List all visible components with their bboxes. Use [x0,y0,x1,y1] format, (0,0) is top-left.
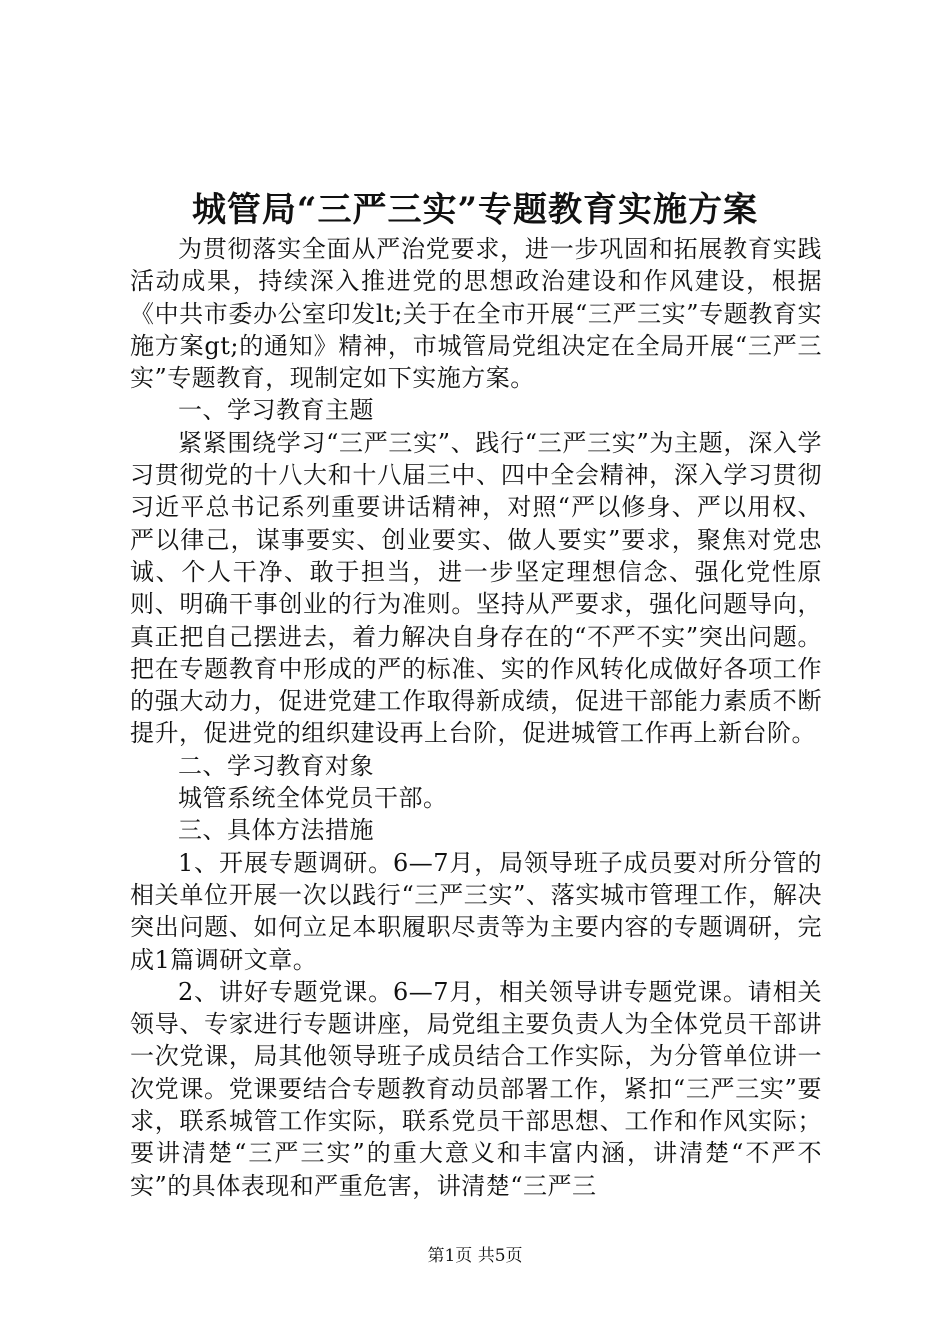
paragraph-study-target: 城管系统全体党员干部。 [178,784,448,813]
paragraph-method-lecture: 2、讲好专题党课。6—7月，相关领导讲专题党课。请相关领导、专家进行专题讲座，局党组主要负责人为全体党员干部讲一次党课，局其他领导班子成员结合工作实际，为分管单位讲一次党课。党课要结合专题教育动员部署工作，紧扣“三严三实”要求，联系城管工作实际，联系党员干部思想、工作和作风实际；要讲清楚“三严三实”的重大意义和丰富内涵，讲清楚“不严不实”的具体表现和严重危害，讲清楚“三严三 [130,977,822,1200]
heading-study-theme: 一、学习教育主题 [178,396,374,425]
document-title: 城管局“三严三实”专题教育实施方案 [191,190,759,230]
paragraph-method-research: 1、开展专题调研。6—7月，局领导班子成员要对所分管的相关单位开展一次以践行“三严三实”、落实城市管理工作，解决突出问题、如何立足本职履职尽责等为主要内容的专题调研，完成1篇调研文章。 [130,848,822,974]
paragraph-intro: 为贯彻落实全面从严治党要求，进一步巩固和拓展教育实践活动成果，持续深入推进党的思想政治建设和作风建设，根据《中共市委办公室印发lt;关于在全市开展“三严三实”专题教育实施方案gt;的通知》精神，市城管局党组决定在全局开展“三严三实”专题教育，现制定如下实施方案。 [130,235,822,393]
heading-study-target: 二、学习教育对象 [178,751,374,780]
document-body [130,233,822,1202]
paragraph-study-theme: 紧紧围绕学习“三严三实”、践行“三严三实”为主题，深入学习贯彻党的十八大和十八届三中、四中全会精神，深入学习贯彻习近平总书记系列重要讲话精神，对照“严以修身、严以用权、严以律己，谋事要实、创业要实、做人要实”要求，聚焦对党忠诚、个人干净、敢于担当，进一步坚定理想信念、强化党性原则、明确干事创业的行为准则。坚持从严要求，强化问题导向，真正把自己摆进去，着力解决自身存在的“不严不实”突出问题。把在专题教育中形成的严的标准、实的作风转化成做好各项工作的强大动力，促进党建工作取得新成绩，促进干部能力素质不断提升，促进党的组织建设再上台阶，促进城管工作再上新台阶。 [130,428,822,748]
heading-methods: 三、具体方法措施 [178,816,374,845]
page-number-footer: 第1页 共5页 [427,1246,523,1266]
